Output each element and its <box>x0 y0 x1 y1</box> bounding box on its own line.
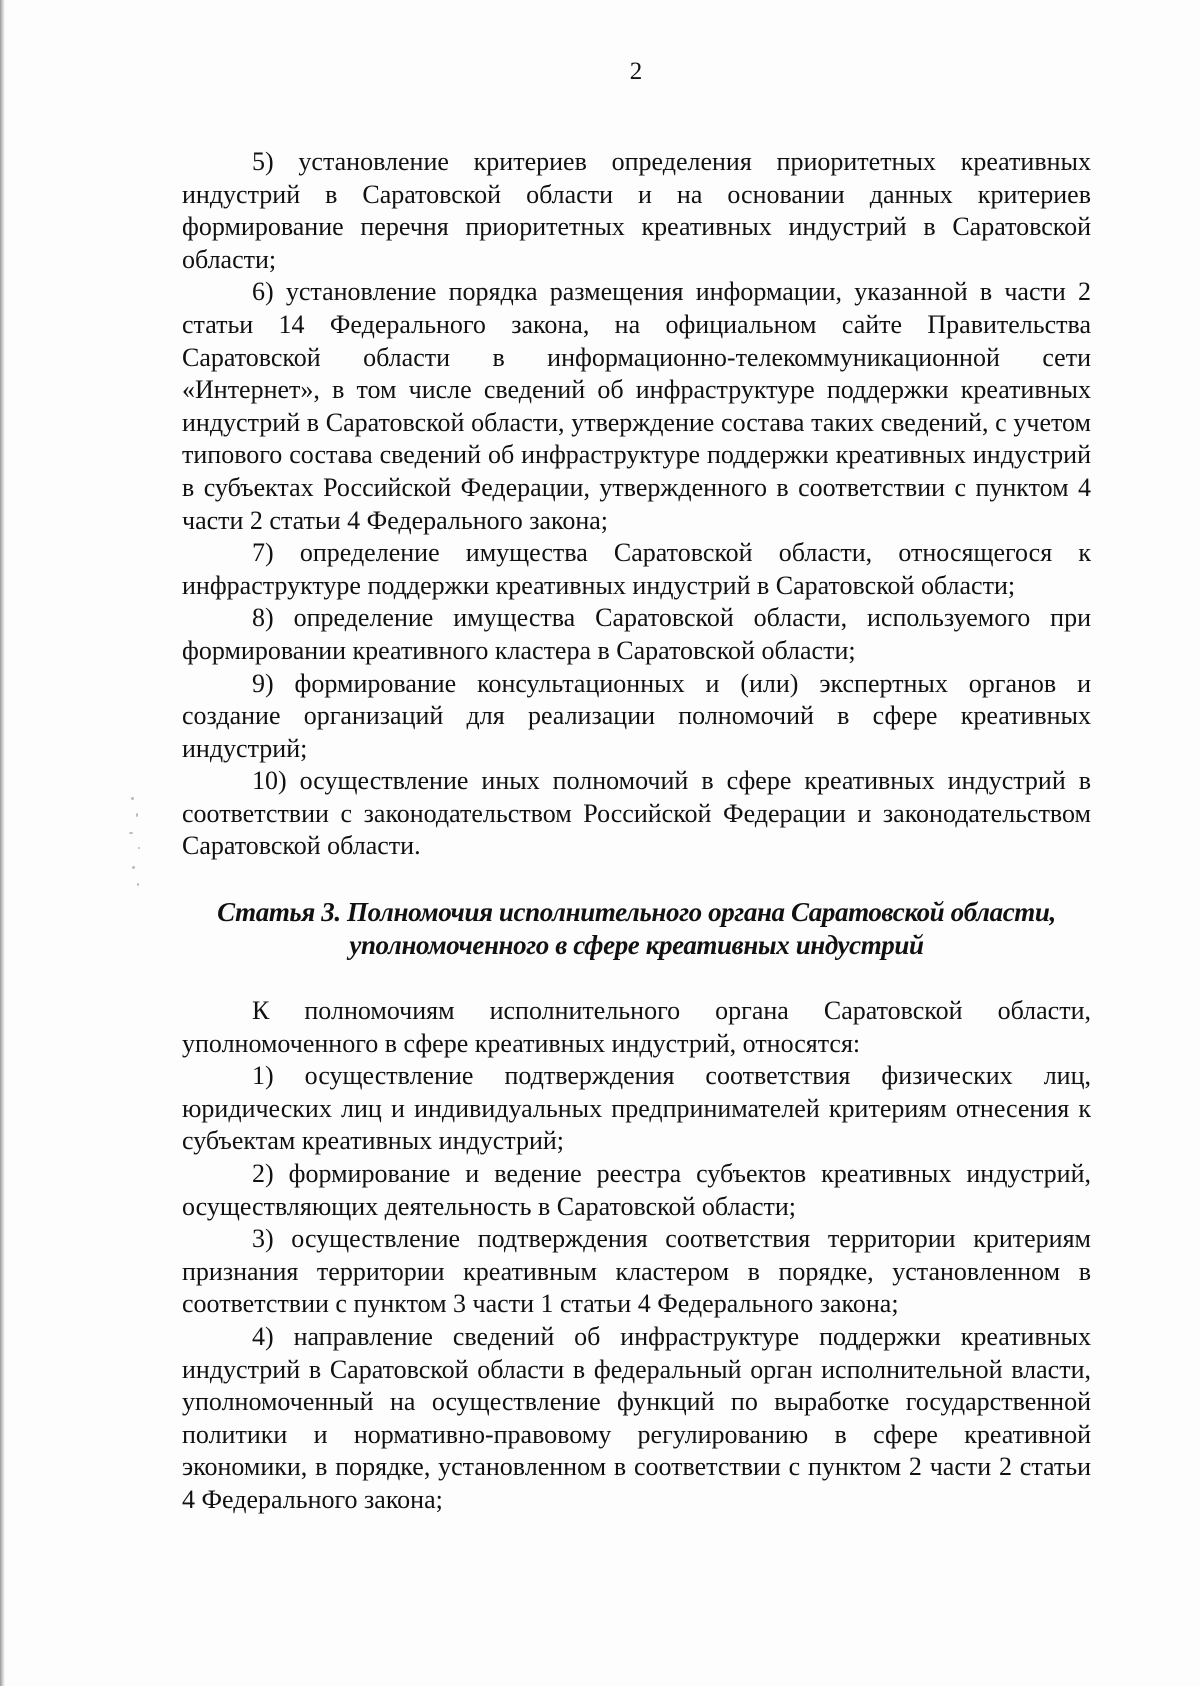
list-item-8: 8) определение имущества Саратовской области, используемого при формировании креативного кластера в Саратовской области; <box>182 603 1091 665</box>
list-item-10: 10) осуществление иных полномочий в сфере креативных индустрий в соответствии с законодательством Российской Федерации и законодательством Саратовской области. <box>182 766 1091 861</box>
speck <box>136 813 138 817</box>
list-item-9: 9) формирование консультационных и (или) экспертных органов и создание организаций для реализации полномочий в сфере креативных индустрий; <box>182 668 1091 763</box>
list-item-5: 5) установление критериев определения приоритетных креативных индустрий в Саратовской области и на основании данных критериев формирование перечня приоритетных креативных индустрий в Саратовской области; <box>182 147 1091 274</box>
speck <box>132 866 135 869</box>
scan-edge-shadow <box>0 0 5 1686</box>
speck <box>137 883 139 886</box>
article-intro: К полномочиям исполнительного органа Саратовской области, уполномоченного в сфере креативных индустрий, относятся: <box>182 996 1091 1058</box>
speck <box>131 797 134 800</box>
article-item-1: 1) осуществление подтверждения соответствия физических лиц, юридических лиц и индивидуальных предпринимателей критериям отнесения к субъектам креативных индустрий; <box>182 1061 1091 1156</box>
speck <box>129 832 133 834</box>
list-item-6: 6) установление порядка размещения информации, указанной в части 2 статьи 14 Федерального закона, на официальном сайте Правительства Саратовской области в информационно-телекоммуникационной сети «Интернет», в том числе сведений об инфраструктуре поддержки креативных индустрий в Саратовской области, утверждение состава таких сведений, с учетом типового состава сведений об инфраструктуре поддержки креативных индустрий в субъектах Российской Федерации, утвержденного в соответствии с пунктом 4 части 2 статьи 4 Федерального закона; <box>182 277 1091 535</box>
article-heading-line-2: уполномоченного в сфере креативных индустрий <box>349 930 924 961</box>
article-heading-line-1: Статья 3. Полномочия исполнительного органа Саратовской области, <box>217 897 1056 928</box>
article-item-4: 4) направление сведений об инфраструктуре поддержки креативных индустрий в Саратовской области в федеральный орган исполнительной власти, уполномоченный на осуществление функций по выработке государственной политики и нормативно-правовому регулированию в сфере креативной экономики, в порядке, установленном в соответствии с пунктом 2 части 2 статьи 4 Федерального закона; <box>182 1322 1091 1514</box>
article-item-3: 3) осуществление подтверждения соответствия территории критериям признания территории креативным кластером в порядке, установленном в соответствии с пунктом 3 части 1 статьи 4 Федерального закона; <box>182 1224 1091 1319</box>
scan-specks <box>128 795 144 895</box>
list-item-7: 7) определение имущества Саратовской области, относящегося к инфраструктуре поддержки креативных индустрий в Саратовской области; <box>182 538 1091 600</box>
page-number: 2 <box>629 58 643 85</box>
article-3-heading <box>182 896 1091 962</box>
speck <box>138 847 140 849</box>
article-item-2: 2) формирование и ведение реестра субъектов креативных индустрий, осуществляющих деятельность в Саратовской области; <box>182 1159 1091 1221</box>
document-body <box>182 146 1091 1517</box>
